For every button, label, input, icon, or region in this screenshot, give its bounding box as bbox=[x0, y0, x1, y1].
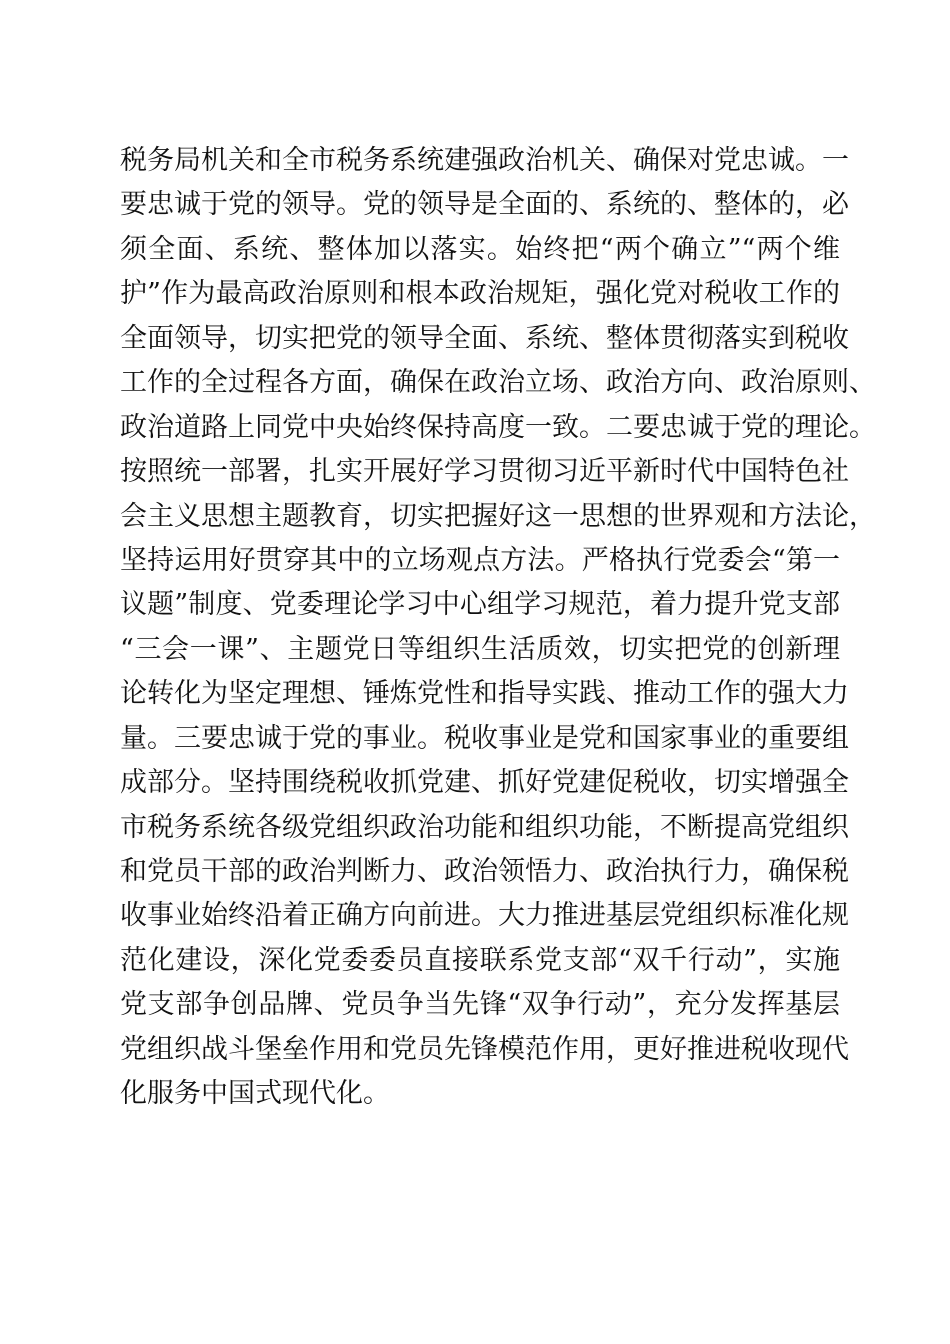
text-line: 党组织战斗堡垒作用和党员先锋模范作用，更好推进税收现代 bbox=[120, 1033, 849, 1065]
text-line: 工作的全过程各方面，确保在政治立场、政治方向、政治原则、 bbox=[120, 367, 876, 399]
text-line: 政治道路上同党中央始终保持高度一致。二要忠诚于党的理论。 bbox=[120, 411, 876, 443]
text-line: 和党员干部的政治判断力、政治领悟力、政治执行力，确保税 bbox=[120, 856, 849, 887]
text-line: 论转化为坚定理想、锤炼党性和指导实践、推动工作的强大力 bbox=[120, 678, 849, 710]
text-line: 市税务系统各级党组织政治功能和组织功能，不断提高党组织 bbox=[120, 811, 849, 843]
text-line: “三会一课”、主题党日等组织生活质效，切实把党的创新理 bbox=[120, 633, 840, 665]
text-line: 会主义思想主题教育，切实把握好这一思想的世界观和方法论， bbox=[120, 500, 876, 532]
text-line: 量。三要忠诚于党的事业。税收事业是党和国家事业的重要组 bbox=[120, 722, 849, 754]
text-line: 坚持运用好贯穿其中的立场观点方法。严格执行党委会“第一 bbox=[120, 544, 840, 576]
text-line: 党支部争创品牌、党员争当先锋“双争行动”，充分发挥基层 bbox=[120, 989, 840, 1021]
text-line: 护”作为最高政治原则和根本政治规矩，强化党对税收工作的 bbox=[120, 278, 840, 310]
text-line: 须全面、系统、整体加以落实。始终把“两个确立”“两个维 bbox=[120, 233, 840, 265]
text-line: 全面领导，切实把党的领导全面、系统、整体贯彻落实到税收 bbox=[120, 322, 849, 354]
text-line: 税务局机关和全市税务系统建强政治机关、确保对党忠诚。一 bbox=[120, 145, 849, 176]
text-line: 成部分。坚持围绕税收抓党建、抓好党建促税收，切实增强全 bbox=[120, 767, 849, 799]
body-paragraph bbox=[120, 139, 876, 1117]
text-line: 范化建设，深化党委委员直接联系党支部“双千行动”，实施 bbox=[120, 944, 840, 976]
text-line: 要忠诚于党的领导。党的领导是全面的、系统的、整体的，必 bbox=[120, 189, 849, 221]
text-line: 议题”制度、党委理论学习中心组学习规范，着力提升党支部 bbox=[120, 589, 840, 621]
text-line: 收事业始终沿着正确方向前进。大力推进基层党组织标准化规 bbox=[120, 900, 849, 932]
text-line: 按照统一部署，扎实开展好学习贯彻习近平新时代中国特色社 bbox=[120, 456, 849, 488]
text-line: 化服务中国式现代化。 bbox=[120, 1078, 390, 1110]
